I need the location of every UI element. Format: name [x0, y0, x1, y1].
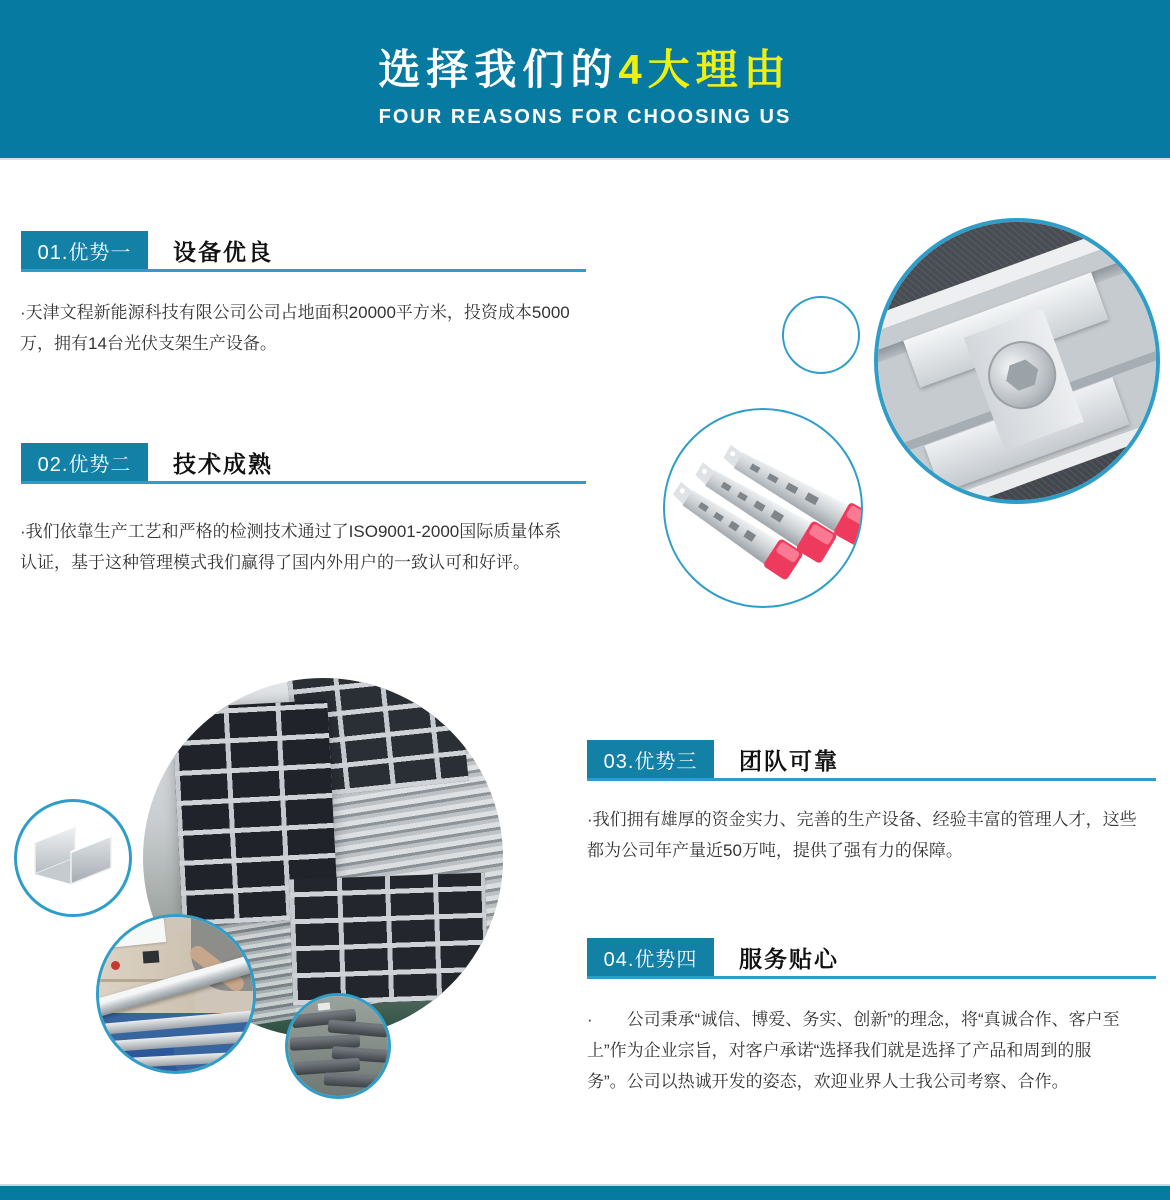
section-3-header	[587, 740, 1156, 781]
section-3-badge: 03.优势三	[587, 740, 714, 778]
section-1-body-line: 万，拥有14台光伏支架生产设备。	[20, 334, 277, 353]
page-title-highlight: 4大理由	[618, 46, 792, 93]
section-4-body-line: 务”。公司以热诚开发的姿态，欢迎业界人士我公司考察、合作。	[587, 1072, 1069, 1091]
section-2-body-line: 认证，基于这种管理模式我们赢得了国内外用户的一致认可和好评。	[20, 553, 530, 572]
section-4-body-line: · 公司秉承“诚信、博爱、务实、创新”的理念，将“真诚合作、客户至	[587, 1010, 1120, 1029]
section-1-badge: 01.优势一	[21, 231, 148, 269]
solar-clamp-photo-circle	[874, 218, 1160, 504]
section-2-body	[20, 516, 605, 578]
solar-clamp-photo	[874, 218, 1160, 504]
section-1-title: 设备优良	[173, 238, 273, 265]
decorative-empty-circle	[782, 296, 860, 374]
section-3-title: 团队可靠	[739, 747, 839, 774]
tube-ends-grid	[289, 873, 489, 1006]
section-2-header	[21, 443, 586, 484]
machine-screen	[143, 950, 160, 963]
section-4-body	[587, 1004, 1170, 1097]
section-4-title: 服务贴心	[739, 945, 839, 972]
section-4-header	[587, 938, 1156, 979]
section-2-badge: 02.优势二	[21, 443, 148, 481]
bundle-label	[318, 1002, 331, 1010]
section-1-body	[20, 297, 605, 359]
page-title	[0, 47, 1170, 93]
machine-red-button	[111, 961, 120, 970]
u-channel-photo	[17, 802, 129, 914]
section-3-body	[587, 804, 1170, 866]
factory-machine-photo-circle	[96, 914, 256, 1074]
page-title-main: 选择我们的	[378, 46, 619, 93]
section-4-badge: 04.优势四	[587, 938, 714, 976]
header-banner	[0, 0, 1170, 160]
footer-band	[0, 1184, 1170, 1200]
u-channel-photo-circle	[14, 799, 132, 917]
wrapped-bundles-photo-circle	[285, 993, 391, 1099]
section-3-body-line: ·我们拥有雄厚的资金实力、完善的生产设备、经验丰富的管理人才，这些	[587, 810, 1137, 829]
section-4-body-line: 上”作为企业宗旨，对客户承诺“选择我们就是选择了产品和周到的服	[587, 1041, 1092, 1060]
section-2-title: 技术成熟	[173, 450, 273, 477]
page-subtitle: FOUR REASONS FOR CHOOSING US	[378, 106, 792, 128]
section-1-body-line: ·天津文程新能源科技有限公司公司占地面积20000平方米，投资成本5000	[20, 303, 570, 322]
red-cap-brackets-photo	[665, 410, 863, 608]
section-3-body-line: 都为公司年产量近50万吨，提供了强有力的保障。	[587, 841, 963, 860]
red-cap-brackets-photo-circle	[663, 408, 863, 608]
section-2-body-line: ·我们依靠生产工艺和严格的检测技术通过了ISO9001-2000国际质量体系	[20, 522, 562, 541]
section-1-header	[21, 231, 586, 272]
